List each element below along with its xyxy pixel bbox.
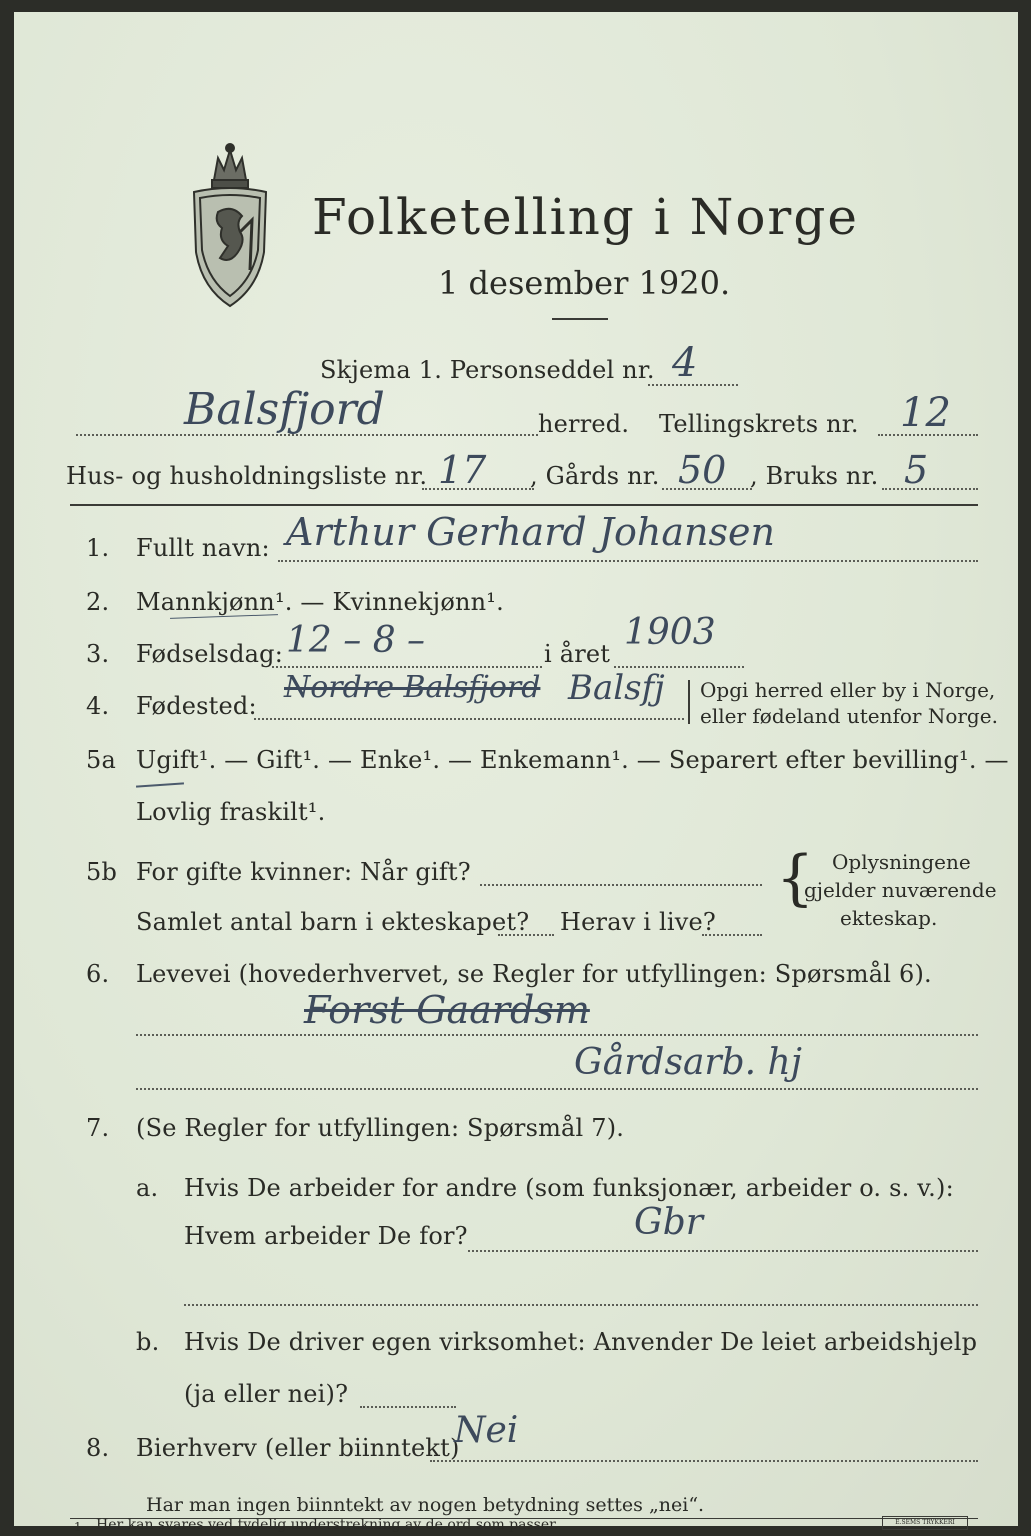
census-form-page	[14, 12, 1018, 1534]
q3-line	[272, 666, 542, 668]
q1-number: 1.	[86, 534, 110, 562]
census-date: 1 desember 1920.	[438, 264, 731, 302]
herred-value: Balsfjord	[184, 384, 385, 435]
skjema-label: Skjema 1. Personseddel nr.	[320, 356, 655, 384]
q5a-label-2: Lovlig fraskilt¹.	[136, 798, 326, 826]
footnote: Her kan svares ved tydelig understrekning av de ord som passer.	[96, 1517, 559, 1533]
bruks-line	[882, 488, 978, 490]
q6-struck-value: Forst Gaardsm	[304, 988, 590, 1032]
q5a-number: 5a	[86, 746, 116, 774]
printer-stamp-text: E.SEMS TRYKKERI	[895, 1519, 955, 1526]
q7a-line-2	[184, 1304, 978, 1306]
q6-line-1	[136, 1034, 978, 1036]
q8-value: Nei	[454, 1410, 519, 1451]
herred-label: herred.	[538, 410, 630, 438]
q5a-underline-ugift	[136, 782, 184, 787]
q5b-note-2: gjelder nuværende	[804, 878, 997, 902]
q5b-line	[480, 884, 762, 886]
header-divider	[70, 504, 978, 506]
q2-number: 2.	[86, 588, 110, 616]
q4-number: 4.	[86, 692, 110, 720]
title-divider	[552, 318, 608, 320]
q5b-label-3: Herav i live?	[560, 908, 716, 936]
q5b-note-3: ekteskap.	[840, 906, 938, 930]
q5b-note-1: Oplysningene	[832, 850, 971, 874]
q5b-number: 5b	[86, 858, 118, 886]
printer-stamp	[882, 1516, 968, 1530]
q5b-bracket: {	[776, 843, 815, 913]
q2-label: Mannkjønn¹. — Kvinnekjønn¹.	[136, 588, 504, 616]
q4-bracket	[688, 680, 692, 724]
q7b-label: Hvis De driver egen virksomhet: Anvender De leiet arbeidshjelp	[184, 1328, 978, 1356]
q6-number: 6.	[86, 960, 110, 988]
tellingskrets-label: Tellingskrets nr.	[659, 410, 859, 438]
form-title: Folketelling i Norge	[312, 188, 859, 246]
q7a-label: Hvis De arbeider for andre (som funksjonær, arbeider o. s. v.):	[184, 1174, 954, 1202]
bruks-value: 5	[904, 448, 929, 492]
q7b-label-2: (ja eller nei)?	[184, 1380, 349, 1408]
q5b-line-3	[702, 934, 762, 936]
q5b-line-2	[498, 934, 554, 936]
q3-year-label: i året	[544, 640, 611, 668]
q4-label: Fødested:	[136, 692, 257, 720]
hus-label: Hus- og husholdningsliste nr.	[66, 462, 428, 490]
gards-label: , Gårds nr.	[530, 462, 660, 490]
q5b-label: For gifte kvinner: Når gift?	[136, 858, 471, 886]
hus-value: 17	[438, 448, 487, 492]
skjema-value: 4	[672, 340, 698, 386]
gards-value: 50	[678, 448, 727, 492]
q4-value: Balsfj	[568, 668, 665, 708]
q6-label: Levevei (hovederhvervet, se Regler for utfyllingen: Spørsmål 6).	[136, 960, 932, 988]
q4-note-2: eller fødeland utenfor Norge.	[700, 704, 998, 728]
q4-line	[254, 718, 684, 720]
q5b-label-2: Samlet antal barn i ekteskapet?	[136, 908, 530, 936]
q6-value: Gårdsarb. hj	[574, 1042, 802, 1083]
q3-number: 3.	[86, 640, 110, 668]
q7a-line	[468, 1250, 978, 1252]
q7-number: 7.	[86, 1114, 110, 1142]
q5a-label: Ugift¹. — Gift¹. — Enke¹. — Enkemann¹. — Separert efter bevilling¹. —	[136, 746, 1009, 774]
footnote-number: 1	[74, 1520, 82, 1534]
q4-struck-value: Nordre Balsfjord	[284, 670, 541, 705]
q4-note-1: Opgi herred eller by i Norge,	[700, 678, 996, 702]
q8-note: Har man ingen biinntekt av nogen betydning settes „nei“.	[146, 1494, 705, 1516]
q7a-label-2: Hvem arbeider De for?	[184, 1222, 468, 1250]
q1-label: Fullt navn:	[136, 534, 270, 562]
q7a-number: a.	[136, 1174, 159, 1202]
q3-value: 12 – 8 –	[286, 620, 426, 661]
q3-year-value: 1903	[624, 612, 716, 653]
tellingskrets-value: 12	[900, 390, 951, 436]
q1-value: Arthur Gerhard Johansen	[286, 510, 775, 554]
q7b-line	[360, 1406, 456, 1408]
q7-label: (Se Regler for utfyllingen: Spørsmål 7).	[136, 1114, 625, 1142]
bruks-label: , Bruks nr.	[750, 462, 879, 490]
q8-number: 8.	[86, 1434, 110, 1462]
q7b-number: b.	[136, 1328, 160, 1356]
q7a-value: Gbr	[634, 1202, 704, 1243]
q6-line-2	[136, 1088, 978, 1090]
norwegian-coat-of-arms-icon	[184, 140, 276, 312]
q3-label: Fødselsdag:	[136, 640, 283, 668]
q8-label: Bierhverv (eller biinntekt)	[136, 1434, 460, 1462]
q8-line	[430, 1460, 978, 1462]
q1-line	[278, 560, 978, 562]
